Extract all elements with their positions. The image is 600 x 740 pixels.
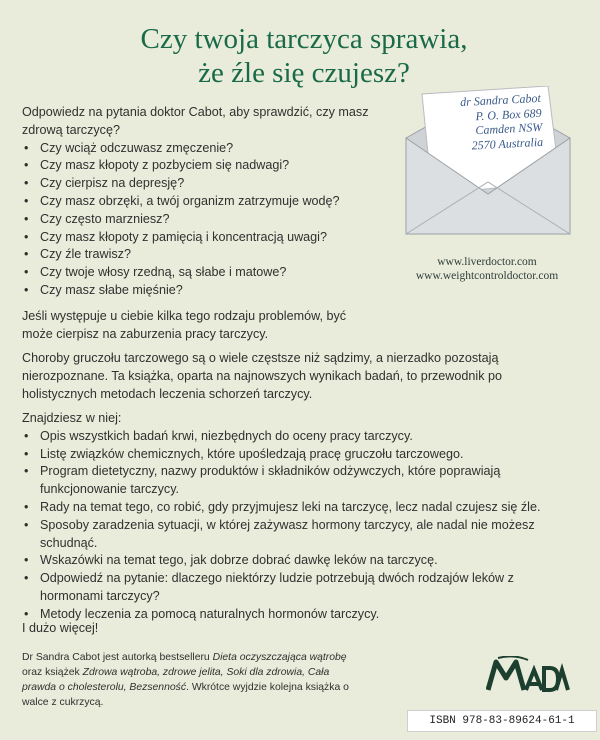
question-list	[22, 140, 392, 300]
contents-item: • Odpowiedź na pytanie: dlaczego niektórzy ludzie potrzebują dwóch rodzajów leków z hormonami tarczycy?	[22, 570, 567, 606]
contents-item: • Sposoby zaradzenia sytuacji, w której zażywasz hormony tarczycy, ale nadal nie możesz schudnąć.	[22, 517, 567, 553]
question-item: • Czy często marzniesz?	[22, 211, 392, 229]
author-note	[22, 650, 352, 710]
question-item: • Czy masz kłopoty z pozbyciem się nadwagi?	[22, 157, 392, 175]
mailing-address	[419, 91, 544, 155]
contents-item: • Rady na temat tego, co robić, gdy przyjmujesz leki na tarczycę, lecz nadal czujesz się źle.	[22, 499, 567, 517]
book-titles: Zdrowa wątroba, zdrowe jelita, Soki dla zdrowia, Cała prawda o cholesterolu, Bezsenność	[22, 667, 330, 693]
question-item: • Czy wciąż odczuwasz zmęczenie?	[22, 140, 392, 158]
paragraph-description: Choroby gruczołu tarczowego są o wiele częstsze niż sądzimy, a nierzadko pozostają nierozpoznane. Ta książka, oparta na najnowszych wynikach badań, to przewodnik po holistycznych metodach leczenia schorzeń tarczycy.	[22, 351, 503, 401]
address-line: Camden NSW	[475, 119, 543, 138]
contents-item: • Opis wszystkich badań krwi, niezbędnych do oceny pracy tarczycy.	[22, 428, 567, 446]
publisher-logo	[486, 656, 570, 692]
contents-item: • Metody leczenia za pomocą naturalnych hormonów tarczycy.	[22, 606, 567, 624]
question-section	[22, 104, 392, 300]
author-text: Dr Sandra Cabot jest autorką bestselleru	[22, 652, 213, 663]
address-line: 2570 Australia	[471, 134, 544, 153]
question-item: • Czy źle trawisz?	[22, 246, 392, 264]
author-text: . Wkrótce wyjdzie kolejna książka o walce z cukrzycą.	[22, 682, 349, 708]
page-title	[44, 22, 564, 90]
question-item: • Czy twoje włosy rzedną, są słabe i matowe?	[22, 264, 392, 282]
publisher-logo-mark	[486, 656, 570, 692]
question-item: • Czy masz słabe mięśnie?	[22, 282, 392, 300]
isbn-label: ISBN 978-83-89624-61-1	[407, 710, 597, 732]
contents-list	[22, 428, 567, 624]
title-line-1: Czy twoja tarczyca sprawia,	[140, 23, 468, 55]
questions-intro: Odpowiedz na pytania doktor Cabot, aby sprawdzić, czy masz zdrową tarczycę?	[22, 105, 369, 137]
contents-heading: Znajdziesz w niej:	[22, 411, 122, 425]
contents-item: • Program dietetyczny, nazwy produktów i składników odżywczych, które poprawiają funkcjonowanie tarczycy.	[22, 463, 567, 499]
contents-section	[22, 410, 567, 624]
book-title: Dieta oczyszczająca wątrobę	[212, 652, 347, 663]
title-line-2: że źle się czujesz?	[198, 57, 410, 89]
closing-line: I dużo więcej!	[22, 621, 99, 635]
website-links	[396, 255, 578, 283]
paragraph-symptoms: Jeśli występuje u ciebie kilka tego rodzaju problemów, być może cierpisz na zaburzenia pracy tarczycy.	[22, 309, 347, 341]
author-text: oraz książek	[22, 667, 83, 678]
contents-item: • Wskazówki na temat tego, jak dobrze dobrać dawkę leków na tarczycę.	[22, 552, 567, 570]
contents-item: • Listę związków chemicznych, które upośledzają pracę gruczołu tarczowego.	[22, 446, 567, 464]
question-item: • Czy masz kłopoty z pamięcią i koncentracją uwagi?	[22, 229, 392, 247]
question-item: • Czy masz obrzęki, a twój organizm zatrzymuje wodę?	[22, 193, 392, 211]
address-line: dr Sandra Cabot	[459, 90, 542, 110]
question-item: • Czy cierpisz na depresję?	[22, 175, 392, 193]
url-liverdoctor: www.liverdoctor.com	[437, 256, 537, 268]
url-weightcontrol: www.weightcontroldoctor.com	[415, 270, 559, 282]
address-line: P. O. Box 689	[475, 105, 542, 123]
